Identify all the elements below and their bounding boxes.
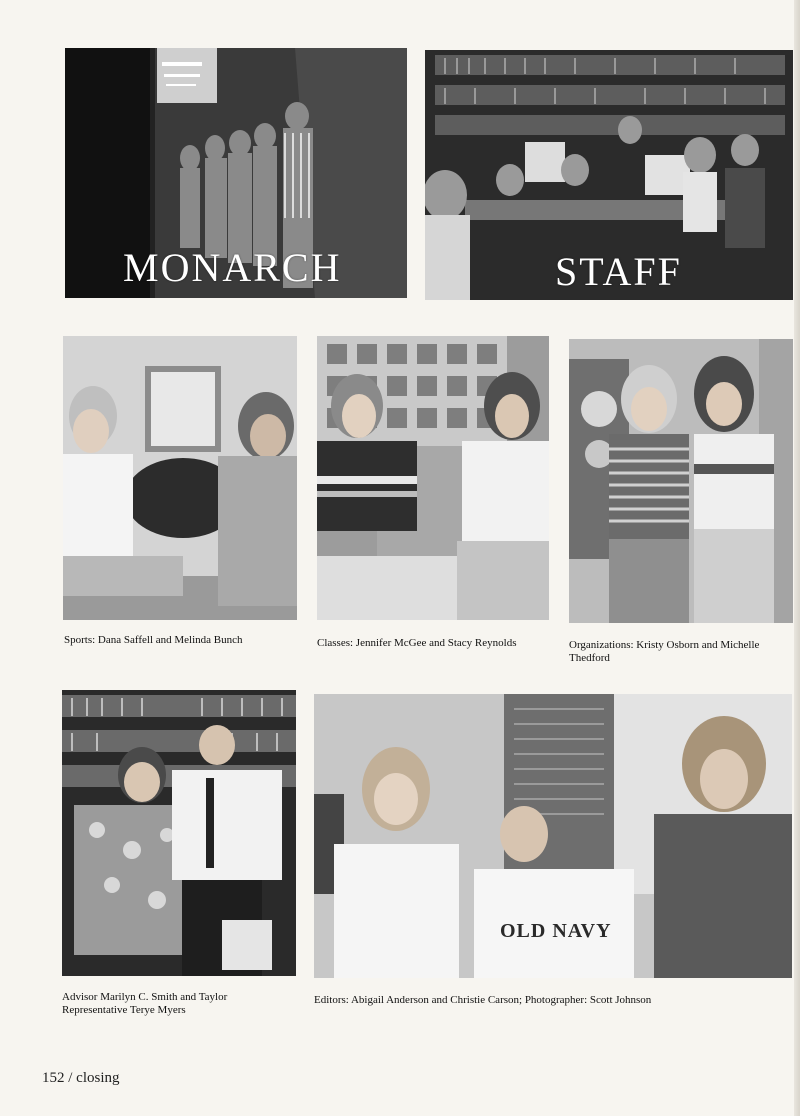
caption-advisor: Advisor Marilyn C. Smith and Taylor Representative Terye Myers: [62, 991, 228, 1016]
editors-photo: [314, 694, 792, 978]
classes-photo: [317, 336, 549, 620]
organizations-photo: [569, 339, 793, 623]
sports-photo: [63, 336, 297, 620]
advisor-photo: [62, 690, 296, 976]
title-monarch: MONARCH: [123, 245, 342, 290]
caption-organizations: Organizations: Kristy Osborn and Michelle Thedford: [569, 639, 760, 664]
page-edge: [794, 0, 800, 1116]
library-photo: [425, 50, 793, 300]
title-staff: STAFF: [555, 249, 682, 294]
hallway-photo: [65, 48, 407, 298]
page-folio: 152 / closing: [42, 1070, 120, 1086]
shirt-logo: OLD NAVY: [500, 920, 612, 942]
caption-editors: Editors: Abigail Anderson and Christie Carson; Photographer: Scott Johnson: [314, 994, 652, 1006]
caption-classes: Classes: Jennifer McGee and Stacy Reynolds: [317, 637, 517, 649]
caption-sports: Sports: Dana Saffell and Melinda Bunch: [64, 634, 243, 646]
